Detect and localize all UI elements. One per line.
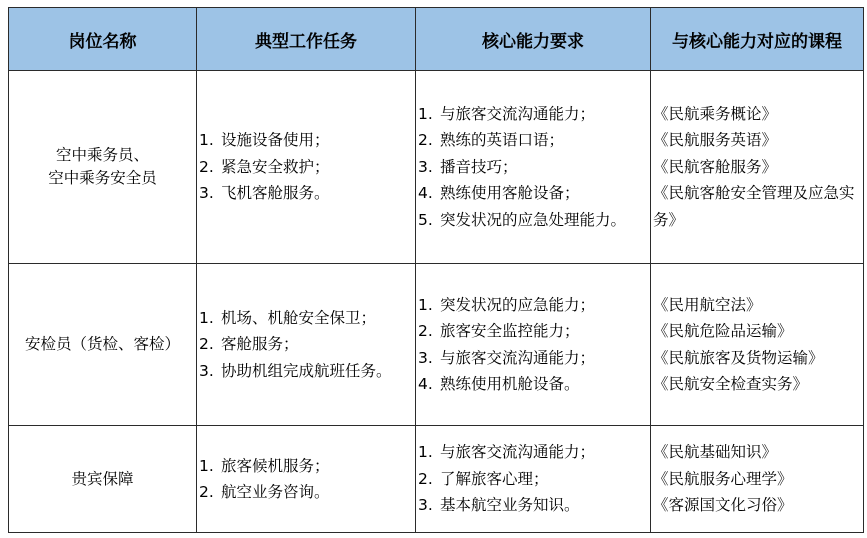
header-courses: 与核心能力对应的课程 [651,8,864,71]
course-item: 《民航基础知识》 [653,443,778,462]
position-line: 贵宾保障 [71,469,134,488]
list-item: 2. 旅客安全监控能力； [418,322,580,340]
course-item: 《民航服务心理学》 [653,469,793,488]
list-item: 2. 航空业务咨询。 [199,483,330,501]
abilities-cell [416,426,651,533]
list-item: 5. 突发状况的应急处理能力。 [418,210,627,229]
tasks-cell [197,426,416,533]
course-item: 《民航客舱安全管理及应急实务》 [653,184,855,229]
table-row [9,426,864,533]
course-item: 《民航服务英语》 [653,131,778,150]
list-item: 1. 旅客候机服务； [199,456,330,475]
list-item: 4. 熟练使用客舱设备； [418,184,580,203]
position-line: 空中乘务员、 [55,146,149,164]
position-line: 安检员（货检、客检） [24,335,180,353]
abilities-cell [416,264,651,426]
tasks-cell [197,264,416,426]
course-item: 《民航危险品运输》 [653,322,793,340]
list-item: 3. 飞机客舱服务。 [199,184,330,203]
abilities-cell [416,71,651,264]
position-cell [9,71,197,264]
position-line: 空中乘务安全员 [48,169,157,187]
position-cell [9,264,197,426]
courses-cell [651,264,864,426]
list-item: 2. 熟练的英语口语； [418,131,565,150]
course-item: 《民航安全检查实务》 [653,375,809,393]
courses-cell [651,71,864,264]
list-item: 1. 与旅客交流沟通能力； [418,104,596,123]
course-item: 《客源国文化习俗》 [653,496,793,515]
header-position: 岗位名称 [9,8,197,71]
list-item: 3. 基本航空业务知识。 [418,496,580,515]
list-item: 4. 熟练使用机舱设备。 [418,375,580,393]
list-item: 3. 播音技巧； [418,157,518,176]
course-item: 《民航旅客及货物运输》 [653,348,824,367]
list-item: 2. 了解旅客心理； [418,469,549,488]
list-item: 1. 突发状况的应急能力； [418,295,596,314]
table-row [9,71,864,264]
job-ability-table [8,7,864,533]
courses-cell [651,426,864,533]
list-item: 1. 与旅客交流沟通能力； [418,443,596,462]
list-item: 1. 设施设备使用； [199,131,330,150]
course-item: 《民航乘务概论》 [653,104,778,123]
list-item: 3. 与旅客交流沟通能力； [418,348,596,367]
list-item: 1. 机场、机舱安全保卫； [199,308,377,327]
list-item: 2. 紧急安全救护； [199,157,330,176]
header-tasks: 典型工作任务 [197,8,416,71]
table-row [9,264,864,426]
course-item: 《民航客舱服务》 [653,157,778,176]
tasks-cell [197,71,416,264]
header-abilities: 核心能力要求 [416,8,651,71]
course-item: 《民用航空法》 [653,295,762,314]
position-cell [9,426,197,533]
list-item: 3. 协助机组完成航班任务。 [199,361,392,380]
header-row [9,8,864,71]
list-item: 2. 客舱服务； [199,335,299,354]
